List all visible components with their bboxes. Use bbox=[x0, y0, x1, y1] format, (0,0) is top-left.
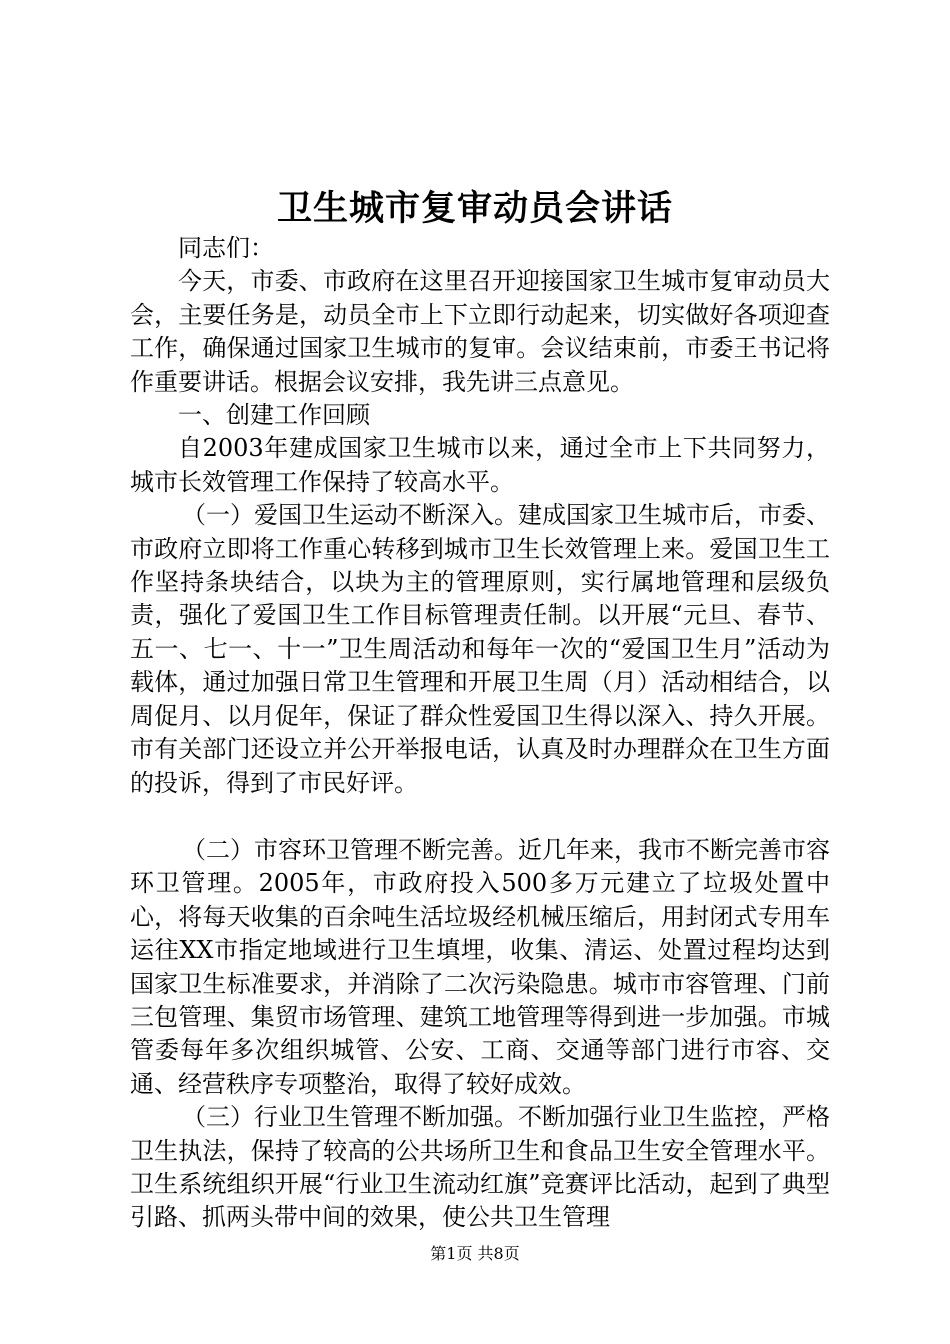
subsection-1-paragraph: （一）爱国卫生运动不断深入。建成国家卫生城市后，市委、市政府立即将工作重心转移到城市卫生长效管理上来。爱国卫生工作坚持条块结合，以块为主的管理原则，实行属地管理和层级负责，强化了爱国卫生工作目标管理责任制。以开展“元旦、春节、五一、七一、十一”卫生周活动和每年一次的“爱国卫生月”活动为载体，通过加强日常卫生管理和开展卫生周（月）活动相结合，以周促月、以月促年，保证了群众性爱国卫生得以深入、持久开展。市有关部门还设立并公开举报电话，认真及时办理群众在卫生方面的投诉，得到了市民好评。 bbox=[130, 501, 830, 797]
document-title: 卫生城市复审动员会讲话 bbox=[276, 188, 673, 229]
salutation-paragraph: 同志们： bbox=[178, 234, 274, 262]
intro-paragraph: 今天，市委、市政府在这里召开迎接国家卫生城市复审动员大会，主要任务是，动员全市上下立即行动起来，切实做好各项迎查工作，确保通过国家卫生城市的复审。会议结束前，市委王书记将作重要讲话。根据会议安排，我先讲三点意见。 bbox=[130, 267, 830, 396]
subsection-3-paragraph: （三）行业卫生管理不断加强。不断加强行业卫生监控，严格卫生执法，保持了较高的公共场所卫生和食品卫生安全管理水平。卫生系统组织开展“行业卫生流动红旗”竞赛评比活动，起到了典型引路、抓两头带中间的效果，使公共卫生管理 bbox=[130, 1103, 830, 1232]
document-body bbox=[130, 232, 830, 1235]
review-paragraph: 自2003年建成国家卫生城市以来，通过全市上下共同努力，城市长效管理工作保持了较高水平。 bbox=[130, 434, 830, 496]
subsection-2-paragraph: （二）市容环卫管理不断完善。近几年来，我市不断完善市容环卫管理。2005年，市政府投入500多万元建立了垃圾处置中心，将每天收集的百余吨生活垃圾经机械压缩后，用封闭式专用车运往XX市指定地域进行卫生填埋，收集、清运、处置过程均达到国家卫生标准要求，并消除了二次污染隐患。城市市容管理、门前三包管理、集贸市场管理、建筑工地管理等得到进一步加强。市城管委每年多次组织城管、公安、工商、交通等部门进行市容、交通、经营秩序专项整治，取得了较好成效。 bbox=[130, 835, 830, 1098]
page-number-footer: 第1页 共8页 bbox=[430, 1244, 520, 1263]
section-heading: 一、创建工作回顾 bbox=[178, 401, 370, 430]
